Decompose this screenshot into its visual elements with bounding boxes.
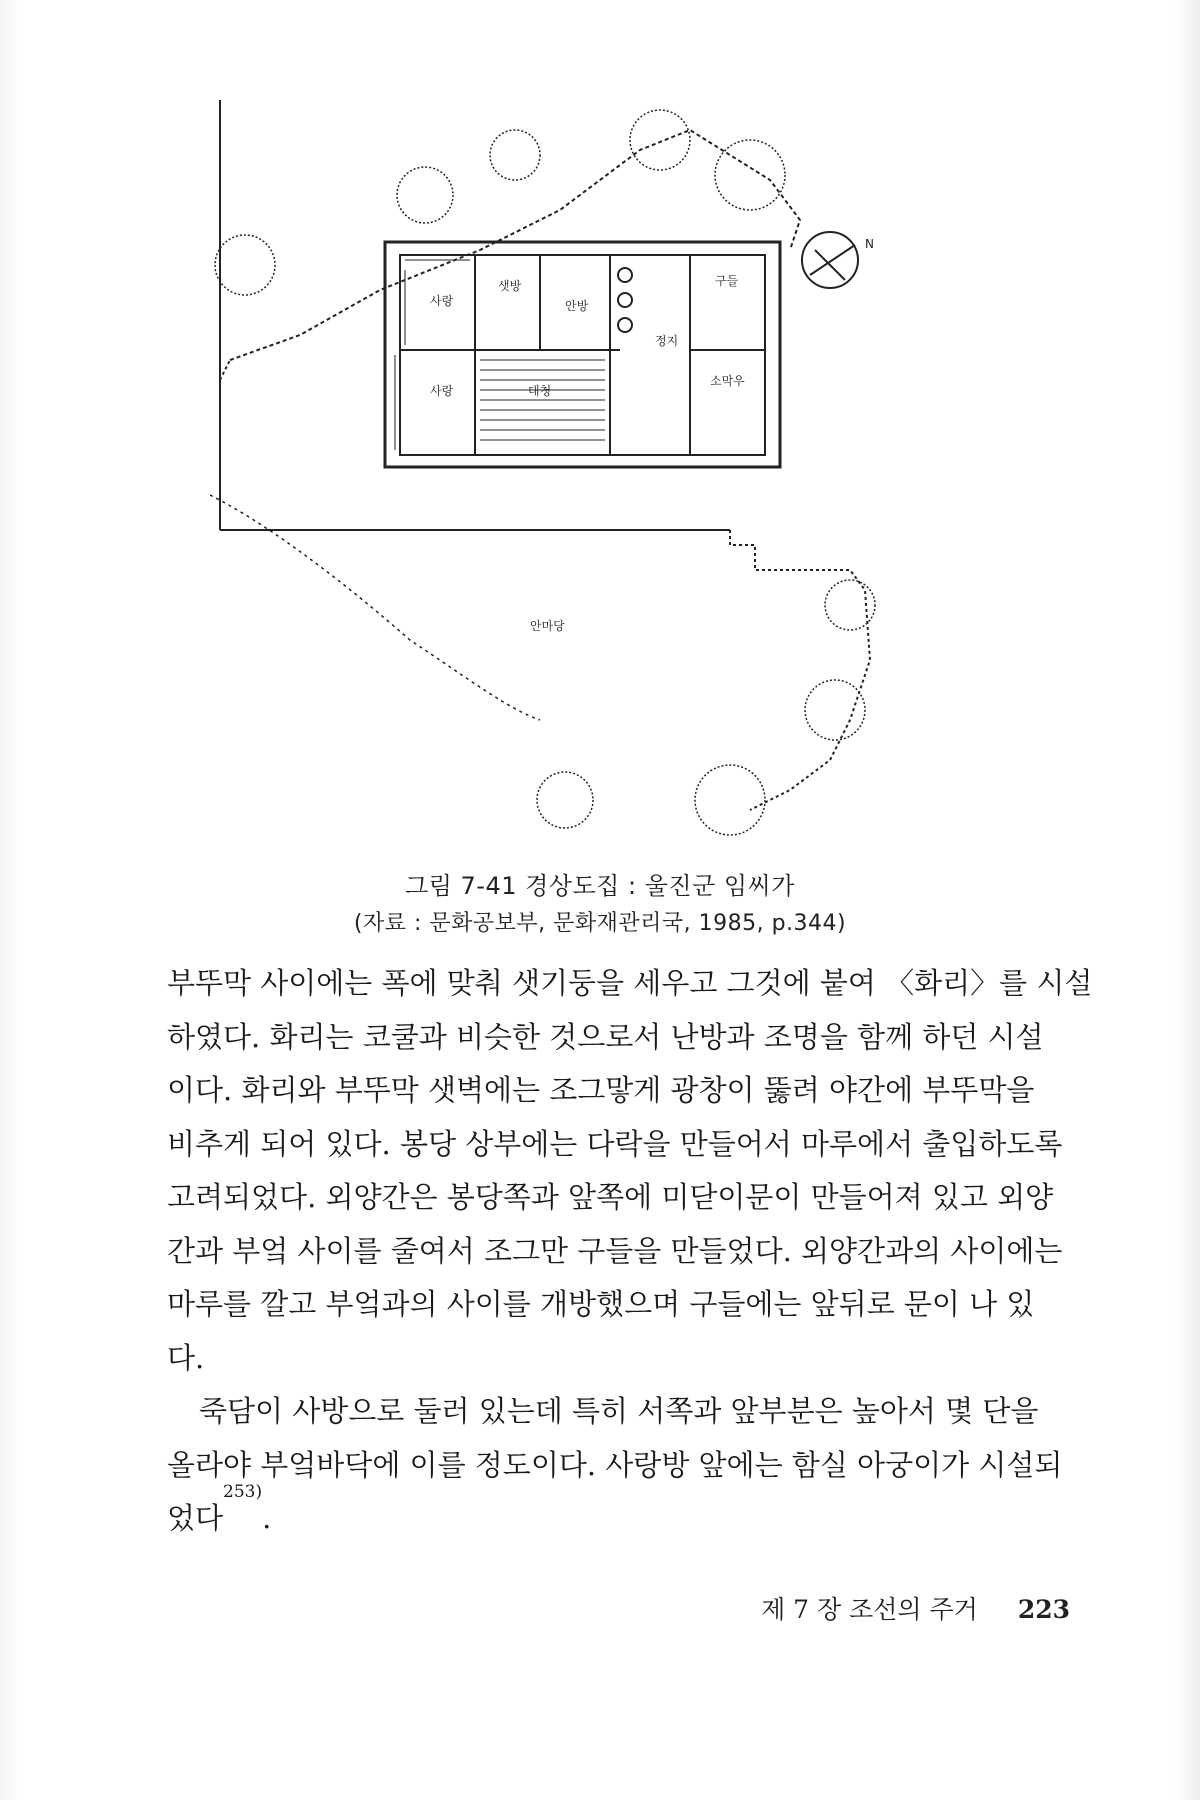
paragraph-line: 비추게 되어 있다. 봉당 상부에는 다락을 만들어서 마루에서 출입하도록: [167, 1126, 1063, 1161]
page-number: 223: [1017, 1595, 1070, 1624]
room-label-sarang-bottom: 사랑: [430, 384, 454, 398]
paragraph-text: 었다: [167, 1501, 224, 1535]
paragraph-line: 다.: [167, 1340, 205, 1375]
house-floor-plan: [210, 100, 1030, 870]
room-label-saetbang: 샛방: [498, 279, 522, 293]
figure-caption-source: (자료 : 문화공보부, 문화재관리국, 1985, p.344): [353, 911, 847, 936]
room-label-somagu: 소막우: [710, 374, 745, 388]
paragraph-line: 올라야 부엌바닥에 이를 정도이다. 사랑방 앞에는 함실 아궁이가 시설되: [167, 1447, 1063, 1482]
paragraph-line: 하였다. 화리는 코쿨과 비슷한 것으로서 난방과 조명을 함께 하던 시설: [167, 1019, 1044, 1054]
yard-label: 안마당: [530, 619, 565, 633]
paragraph-line: 간과 부엌 사이를 줄여서 조그만 구들을 만들었다. 외양간과의 사이에는: [167, 1233, 1063, 1268]
paragraph-line: 마루를 깔고 부엌과의 사이를 개방했으며 구들에는 앞뒤로 문이 나 있: [167, 1287, 1035, 1321]
sentence-end: .: [262, 1501, 272, 1535]
room-label-daecheong: 대청: [528, 384, 552, 398]
paragraph-line-final: [167, 1482, 1072, 1546]
paragraph-line: 고려되었다. 외양간은 봉당쪽과 앞쪽에 미닫이문이 만들어져 있고 외양: [167, 1180, 1054, 1214]
room-label-sarang-top: 사랑: [430, 294, 454, 308]
footnote-reference[interactable]: 253): [223, 1482, 263, 1502]
chapter-title: 제 7 장 조선의 주거: [761, 1595, 978, 1624]
north-arrow-label: N: [865, 237, 874, 251]
paragraph-line: 부뚜막 사이에는 폭에 맞춰 샛기둥을 세우고 그것에 붙여 〈화리〉를 시설: [167, 966, 1093, 1000]
page-footer: [761, 1590, 1070, 1626]
paragraph-1: [167, 957, 1093, 1385]
figure-caption-title: 그림 7-41 경상도집 : 울진군 임씨가: [405, 872, 795, 900]
room-label-anbang: 안방: [565, 299, 589, 313]
paragraph-line: 죽담이 사방으로 둘러 있는데 특히 서쪽과 앞부분은 높아서 몇 단을: [199, 1394, 1039, 1428]
room-label-jeongji: 정지: [655, 334, 679, 348]
paragraph-2: [167, 1385, 1072, 1546]
room-label-gudeul: 구들: [715, 274, 739, 288]
paragraph-line: 이다. 화리와 부뚜막 샛벽에는 조그맣게 광창이 뚫려 야간에 부뚜막을: [167, 1073, 1035, 1107]
